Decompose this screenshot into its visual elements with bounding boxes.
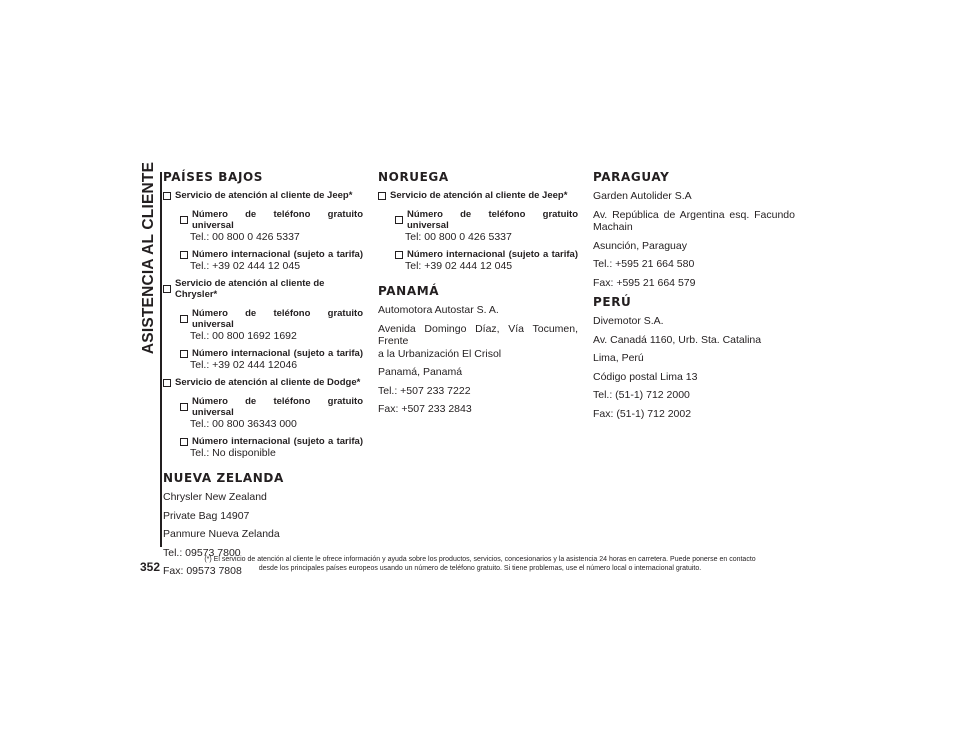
heading-peru: PERÚ <box>593 295 632 309</box>
heading-nueva-zelanda: NUEVA ZELANDA <box>163 471 284 485</box>
service-item: Número internacional (sujeto a tarifa) Tel: +39 02 444 12 045 <box>395 249 578 272</box>
service-item: Número internacional (sujeto a tarifa) Tel.: +39 02 444 12046 <box>180 348 363 371</box>
fax-line: Fax: (51-1) 712 2002 <box>593 407 692 420</box>
checkbox-icon <box>395 216 403 224</box>
phone-line: Tel.: 09573 7800 <box>163 546 241 559</box>
address-line: Garden Autolider S.A <box>593 190 692 202</box>
phone-line: Tel.: +507 233 7222 <box>378 384 471 397</box>
address-line: Código postal Lima 13 <box>593 370 698 383</box>
fax-line: Fax: 09573 7808 <box>163 565 242 577</box>
heading-noruega: NORUEGA <box>378 170 449 184</box>
checkbox-icon <box>163 379 171 387</box>
service-dodge-nl: Servicio de atención al cliente de Dodge* <box>163 377 363 388</box>
fax-line: Fax: +507 233 2843 <box>378 403 472 415</box>
address-line: Panmure Nueva Zelanda <box>163 528 280 540</box>
service-item: Número internacional (sujeto a tarifa) Tel.: +39 02 444 12 045 <box>180 249 363 272</box>
checkbox-icon <box>180 350 188 358</box>
checkbox-icon <box>180 315 188 323</box>
service-jeep-nl: Servicio de atención al cliente de Jeep* <box>163 190 363 201</box>
heading-paises-bajos: PAÍSES BAJOS <box>163 170 264 184</box>
side-divider <box>160 172 162 547</box>
phone-line: Tel.: (51-1) 712 2000 <box>593 389 690 401</box>
checkbox-icon <box>163 285 171 293</box>
column-1 <box>163 170 363 584</box>
service-item: Número de teléfono gratuito universal Tel.: 00 800 0 426 5337 <box>180 209 363 243</box>
service-item: Número internacional (sujeto a tarifa) Tel.: No disponible <box>180 436 363 459</box>
column-2 <box>378 170 578 422</box>
address-line: Machain <box>593 221 633 233</box>
checkbox-icon <box>180 403 188 411</box>
service-item: Número de teléfono gratuito universal Tel.: 00 800 1692 1692 <box>180 308 363 342</box>
address-line: Av. Canadá 1160, Urb. Sta. Catalina <box>593 333 762 346</box>
heading-panama: PANAMÁ <box>378 284 440 298</box>
fax-line: Fax: +595 21 664 579 <box>593 276 696 289</box>
address-line: Panamá, Panamá <box>378 366 463 378</box>
checkbox-icon <box>395 251 403 259</box>
service-chrysler-nl: Servicio de atención al cliente de Chrysler* <box>163 278 363 300</box>
address-line: Automotora Autostar S. A. <box>378 304 499 316</box>
checkbox-icon <box>180 216 188 224</box>
footnote: (*) El servicio de atención al cliente le ofrece información y ayuda sobre los productos, servicios, concesionarios y la asistencia 24 horas en carretera. Puede ponerse en contacto desde los principales países europeos usando un número de teléfono gratuito. Si tiene problemas, use el número local o internacional gratuito. <box>204 556 756 572</box>
checkbox-icon <box>180 438 188 446</box>
section-title: ASISTENCIA AL CLIENTE <box>140 161 158 355</box>
checkbox-icon <box>180 251 188 259</box>
address-line: Avenida Domingo Díaz, Vía Tocumen, Frente <box>378 322 578 347</box>
address-line: Divemotor S.A. <box>593 315 664 327</box>
checkbox-icon <box>378 192 386 200</box>
address-line: Asunción, Paraguay <box>593 239 687 252</box>
section-title-vertical <box>138 161 160 355</box>
address-line: Chrysler New Zealand <box>163 491 267 503</box>
phone-line: Tel.: +595 21 664 580 <box>593 258 695 270</box>
service-item: Número de teléfono gratuito universal Tel: 00 800 0 426 5337 <box>395 209 578 243</box>
checkbox-icon <box>163 192 171 200</box>
address-line: Private Bag 14907 <box>163 509 250 522</box>
service-jeep-no: Servicio de atención al cliente de Jeep* <box>378 190 578 201</box>
address-line: Av. República de Argentina esq. Facundo <box>593 208 795 221</box>
service-item: Número de teléfono gratuito universal Tel.: 00 800 36343 000 <box>180 396 363 430</box>
address-line: Lima, Perú <box>593 352 644 364</box>
page-number: 352 <box>140 560 161 574</box>
column-3 <box>593 170 795 426</box>
address-line: a la Urbanización El Crisol <box>378 347 502 360</box>
heading-paraguay: PARAGUAY <box>593 170 670 184</box>
